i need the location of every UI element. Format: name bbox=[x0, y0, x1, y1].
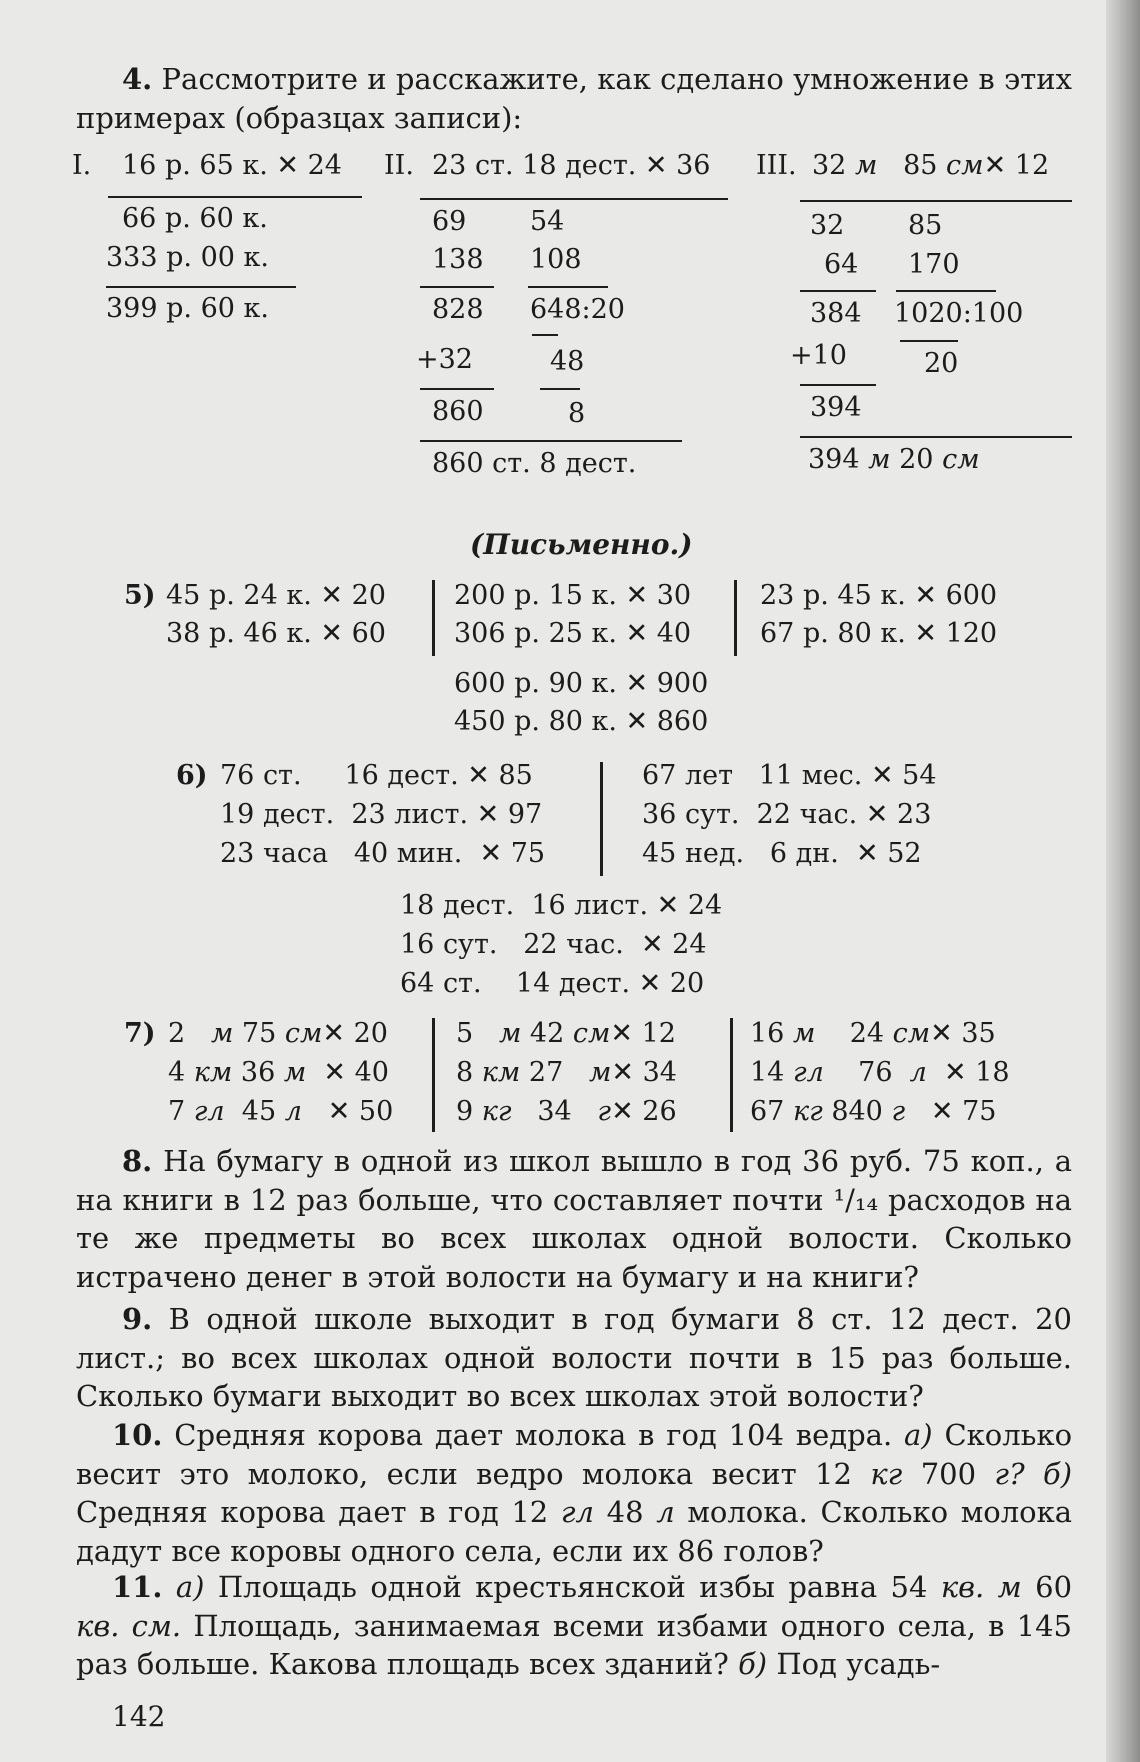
example-iii-right: 170 bbox=[908, 249, 960, 280]
rule-line bbox=[800, 436, 1072, 438]
example-i-row: 66 р. 60 к. bbox=[122, 203, 268, 234]
task-7-item: 2 м 75 см✕ 20 bbox=[168, 1018, 388, 1049]
example-ii-label: II. bbox=[384, 150, 414, 181]
task-4-intro: 4. Рассмотрите и расскажите, как сделано умножение в этих примерах (образцах записи): bbox=[76, 62, 1072, 135]
example-ii-right: 54 bbox=[530, 206, 565, 237]
example-iii-right: 85 bbox=[908, 210, 943, 241]
task-6-item: 19 дест. 23 лист. ✕ 97 bbox=[220, 799, 543, 830]
example-i-label: I. bbox=[72, 150, 92, 181]
example-ii-left: 860 bbox=[432, 396, 484, 427]
task-5-number: 5) bbox=[124, 580, 156, 611]
example-i-result: 399 р. 60 к. bbox=[106, 293, 269, 324]
example-iii-label: III. bbox=[756, 150, 797, 181]
rule-line bbox=[420, 440, 682, 442]
rule-line bbox=[532, 334, 558, 336]
example-ii-right: 108 bbox=[530, 244, 582, 275]
task-7-item: 4 км 36 м ✕ 40 bbox=[168, 1057, 389, 1088]
example-ii-right: 48 bbox=[550, 346, 585, 377]
column-divider bbox=[432, 580, 435, 656]
example-iii-right: 1020:100 bbox=[894, 298, 1024, 329]
task-5-item: 23 р. 45 к. ✕ 600 bbox=[760, 580, 998, 611]
task-10: 10. Средняя корова дает молока в год 104 ведра. а) Сколько весит это молоко, если ведро молока весит 12 кг 700 г? б) Средняя корова дает в год 12 гл 48 л молока. Сколько молока дадут все коровы одного села, если их 86 голов? bbox=[76, 1418, 1073, 1568]
example-ii-right: 648:20 bbox=[530, 294, 625, 325]
task-6-item: 45 нед. 6 дн. ✕ 52 bbox=[642, 838, 922, 869]
task-6-item: 18 дест. 16 лист. ✕ 24 bbox=[400, 890, 723, 921]
example-i-header: 16 р. 65 к. ✕ 24 bbox=[122, 150, 342, 181]
rule-line bbox=[900, 340, 958, 342]
task-number: 10. bbox=[112, 1418, 163, 1452]
task-5-item: 600 р. 90 к. ✕ 900 bbox=[454, 668, 709, 699]
task-7-item: 5 м 42 см✕ 12 bbox=[456, 1018, 676, 1049]
task-number: 8. bbox=[122, 1144, 153, 1178]
task-7-item: 67 кг 840 г ✕ 75 bbox=[750, 1096, 997, 1127]
example-iii-result: 394 м 20 см bbox=[808, 444, 980, 475]
example-ii-result: 860 ст. 8 дест. bbox=[432, 448, 637, 479]
task-6-item: 76 ст. 16 дест. ✕ 85 bbox=[220, 760, 533, 791]
example-ii-right: 8 bbox=[568, 398, 586, 429]
page-number: 142 bbox=[112, 1700, 166, 1733]
example-iii-header: 32 м 85 см✕ 12 bbox=[812, 150, 1050, 181]
example-ii-left: +32 bbox=[416, 344, 473, 375]
rule-line bbox=[800, 290, 876, 292]
column-divider bbox=[432, 1018, 435, 1132]
task-6-number: 6) bbox=[176, 760, 208, 791]
task-6-item: 36 сут. 22 час. ✕ 23 bbox=[642, 799, 932, 830]
rule-line bbox=[108, 196, 362, 198]
task-7-item: 14 гл 76 л ✕ 18 bbox=[750, 1057, 1010, 1088]
task-7-item: 9 кг 34 г✕ 26 bbox=[456, 1096, 677, 1127]
task-7-item: 16 м 24 см✕ 35 bbox=[750, 1018, 996, 1049]
example-iii-left: 64 bbox=[824, 249, 859, 280]
rule-line bbox=[540, 388, 580, 390]
example-ii-left: 828 bbox=[432, 294, 484, 325]
task-5-item: 45 р. 24 к. ✕ 20 bbox=[166, 580, 386, 611]
task-5-item: 200 р. 15 к. ✕ 30 bbox=[454, 580, 692, 611]
task-6-item: 64 ст. 14 дест. ✕ 20 bbox=[400, 968, 705, 999]
task-11: 11. а) Площадь одной крестьянской избы равна 54 кв. м 60 кв. см. Площадь, занимаемая всеми избами одного села, в 145 раз больше. Какова площадь всех зданий? б) Под усадь- bbox=[76, 1570, 1073, 1682]
rule-line bbox=[800, 200, 1072, 202]
task-number: 4. bbox=[122, 62, 153, 96]
rule-line bbox=[528, 286, 608, 288]
task-9: 9. В одной школе выходит в год бумаги 8 ст. 12 дест. 20 лист.; во всех школах одной волости почти в 15 раз больше. Сколько бумаги выходит во всех школах этой волости? bbox=[76, 1302, 1073, 1414]
example-ii-left: 69 bbox=[432, 206, 467, 237]
page-edge-shadow bbox=[1106, 0, 1140, 1762]
rule-line bbox=[420, 388, 494, 390]
rule-line bbox=[800, 384, 876, 386]
column-divider bbox=[600, 762, 603, 876]
task-7-item: 8 км 27 м✕ 34 bbox=[456, 1057, 677, 1088]
task-7-number: 7) bbox=[124, 1018, 156, 1049]
example-ii-header: 23 ст. 18 дест. ✕ 36 bbox=[432, 150, 711, 181]
column-divider bbox=[730, 1018, 733, 1132]
task-number: 11. bbox=[112, 1570, 163, 1604]
rule-line bbox=[896, 290, 996, 292]
rule-line bbox=[420, 286, 494, 288]
example-iii-left: 394 bbox=[810, 392, 862, 423]
example-iii-left: 32 bbox=[810, 210, 845, 241]
example-iii-right: 20 bbox=[924, 348, 959, 379]
column-divider bbox=[734, 580, 737, 656]
example-i-row: 333 р. 00 к. bbox=[106, 242, 269, 273]
example-iii-left: +10 bbox=[790, 340, 847, 371]
rule-line bbox=[106, 286, 296, 288]
example-ii-left: 138 bbox=[432, 244, 484, 275]
task-5-item: 306 р. 25 к. ✕ 40 bbox=[454, 618, 692, 649]
task-7-item: 7 гл 45 л ✕ 50 bbox=[168, 1096, 394, 1127]
task-5-item: 450 р. 80 к. ✕ 860 bbox=[454, 706, 709, 737]
task-5-item: 38 р. 46 к. ✕ 60 bbox=[166, 618, 386, 649]
task-number: 9. bbox=[122, 1302, 153, 1336]
rule-line bbox=[420, 198, 728, 200]
task-8: 8. На бумагу в одной из школ вышло в год 36 руб. 75 коп., а на книги в 12 раз больше, что составляет почти ¹/₁₄ расходов на те же предметы во всех школах одной волости. Сколько истрачено денег в этой волости на бумагу и на книги? bbox=[76, 1144, 1073, 1294]
task-6-item: 23 часа 40 мин. ✕ 75 bbox=[220, 838, 546, 869]
task-5-item: 67 р. 80 к. ✕ 120 bbox=[760, 618, 998, 649]
example-iii-left: 384 bbox=[810, 298, 862, 329]
task-6-item: 67 лет 11 мес. ✕ 54 bbox=[642, 760, 937, 791]
written-heading: (Письменно.) bbox=[470, 528, 693, 561]
task-6-item: 16 сут. 22 час. ✕ 24 bbox=[400, 929, 707, 960]
